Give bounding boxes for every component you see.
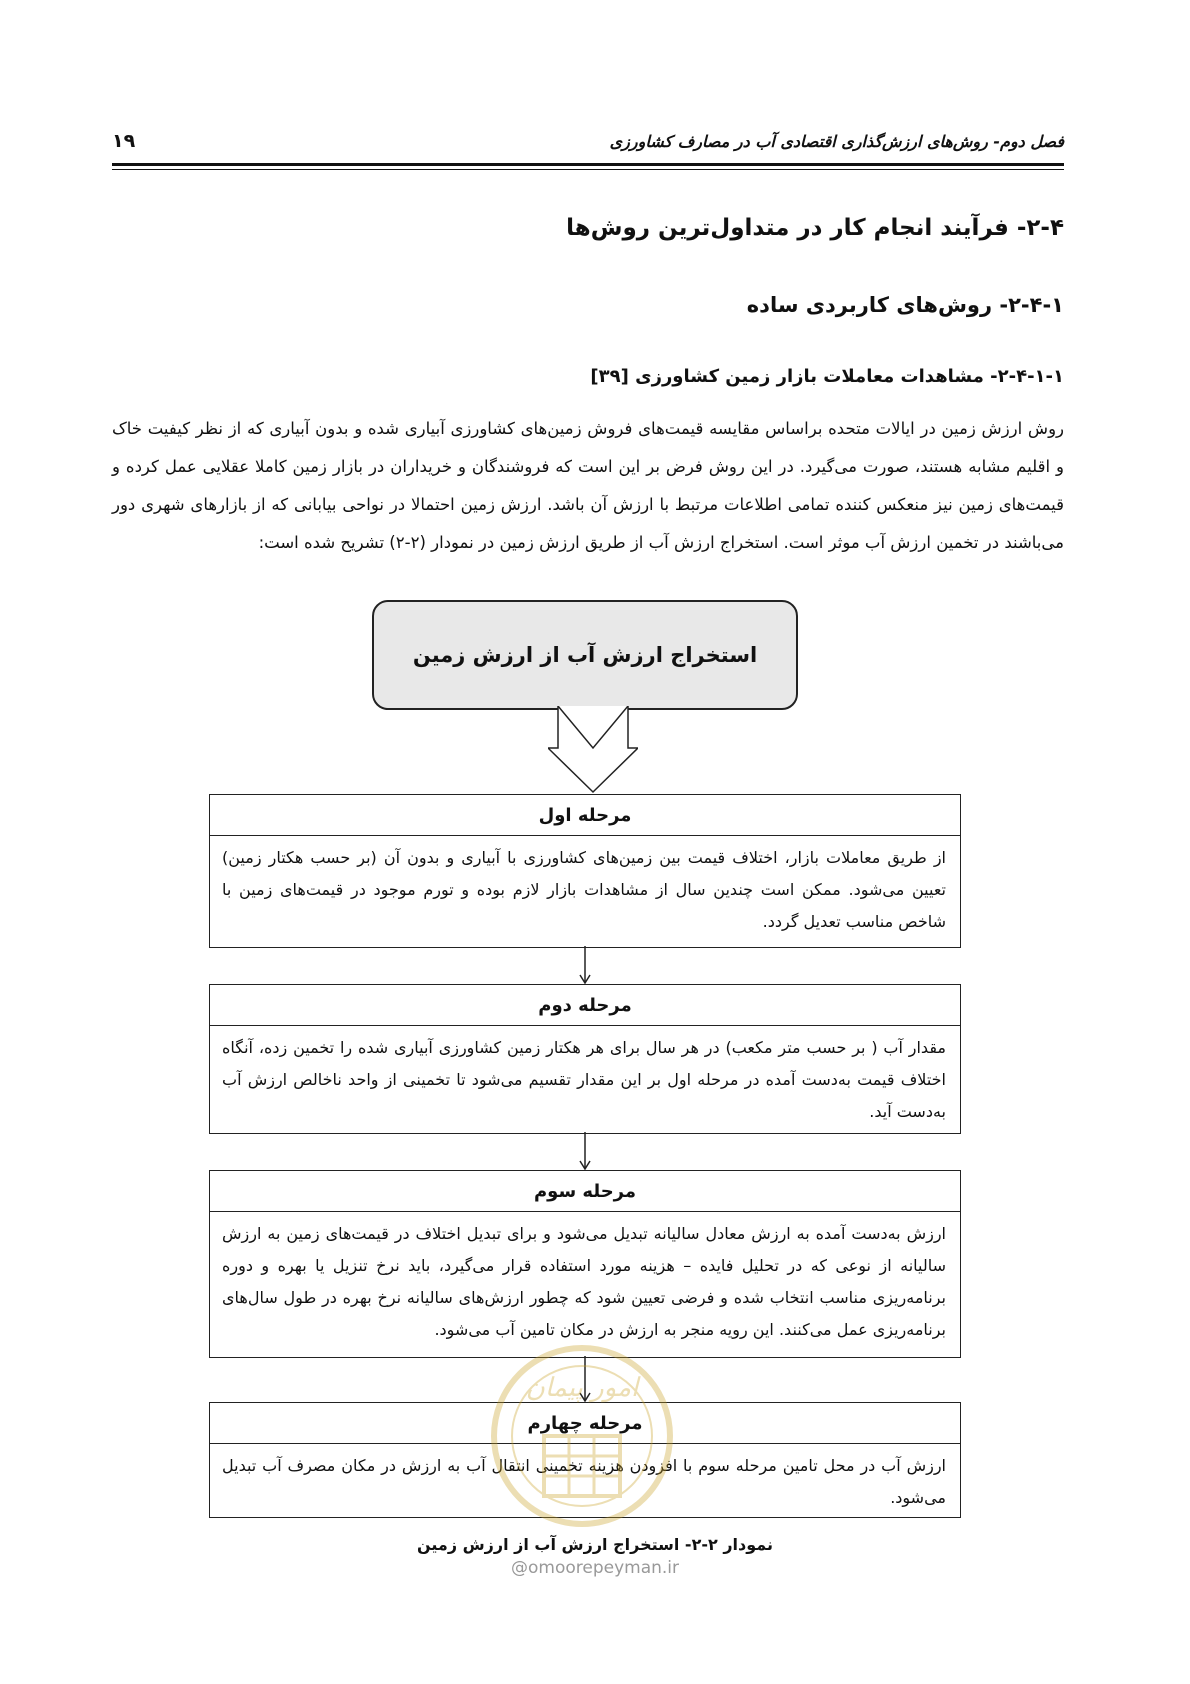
figure-caption: نمودار ۲-۲- استخراج ارزش آب از ارزش زمین bbox=[416, 1535, 773, 1554]
stage-label: مرحله سوم bbox=[210, 1171, 960, 1212]
stage-box-3 bbox=[209, 1170, 961, 1358]
stage-label: مرحله اول bbox=[210, 795, 960, 836]
header-rule bbox=[112, 163, 1064, 166]
section-heading: ۲-۴- فرآیند انجام کار در متداول‌ترین روش‌ها bbox=[566, 215, 1064, 241]
subsubsection-heading: ۲-۴-۱-۱- مشاهدات معاملات بازار زمین کشاورزی [۳۹] bbox=[590, 366, 1064, 387]
down-arrow-icon bbox=[548, 706, 638, 794]
body-paragraph: روش ارزش زمین در ایالات متحده براساس مقایسه قیمت‌های فروش زمین‌های کشاورزی آبیاری شده و بدون آبیاری که از نظر کیفیت خاک و اقلیم مشابه هستند، صورت می‌گیرد. در این روش فرض بر این است که فروشندگان و خریداران در بازار زمین کاملا عقلایی عمل کرده و قیمت‌های زمین نیز منعکس کننده تمامی اطلاعات مرتبط با ارزش آن باشد. ارزش زمین احتمالا در نواحی بیابانی که از بازارهای شهری دور می‌باشند در تخمین ارزش آب موثر است. استخراج ارزش آب از طریق ارزش زمین در نمودار (۲-۲) تشریح شده است: bbox=[112, 419, 1064, 552]
stage-box-1 bbox=[209, 794, 961, 948]
stage-text: از طریق معاملات بازار، اختلاف قیمت بین زمین‌های کشاورزی با آبیاری و بدون آن (بر حسب هکتار زمین) تعیین می‌شود. ممکن است چندین سال از مشاهدات بازار لازم بوده و تورم موجود در قیمت‌های زمین با شاخص مناسب تعدیل گردد. bbox=[222, 848, 946, 931]
stage-text: ارزش به‌دست آمده به ارزش معادل سالیانه تبدیل می‌شود و برای تبدیل اختلاف در قیمت‌های زمین به ارزش سالیانه از نوعی که در تحلیل فایده – هزینه مورد استفاده قرار می‌گیرد، باید نرخ تنزیل یا بهره و دوره برنامه‌ریزی مناسب انتخاب شده و فرضی تعیین شود که چطور ارزش‌های سالیانه نرخ بهره در طول سال‌های برنامه‌ریزی عمل می‌کنند. این رویه منجر به ارزش در مکان تامین آب می‌شود. bbox=[222, 1224, 946, 1339]
flowchart-title-box bbox=[372, 600, 798, 710]
stage-text: مقدار آب ( بر حسب متر مکعب) در هر سال برای هر هکتار زمین کشاورزی آبیاری شده را تخمین زده، آنگاه اختلاف قیمت به‌دست آمده در مرحله اول بر این مقدار تقسیم می‌شود تا تخمینی از واحد ناخالص ارزش آب به‌دست آید. bbox=[222, 1038, 946, 1121]
chapter-title: فصل دوم- روش‌های ارزش‌گذاری اقتصادی آب در مصارف کشاورزی bbox=[609, 132, 1064, 151]
header-rule-thin bbox=[112, 169, 1064, 170]
watermark-url: @omoorepeyman.ir bbox=[510, 1558, 680, 1578]
subsection-heading: ۲-۴-۱- روش‌های کاربردی ساده bbox=[746, 293, 1064, 317]
page-header bbox=[112, 132, 1064, 162]
stage-text: ارزش آب در محل تامین مرحله سوم با افزودن هزینه تخمینی انتقال آب به ارزش در مکان مصرف آب تبدیل می‌شود. bbox=[222, 1456, 946, 1507]
flowchart-title: استخراج ارزش آب از ارزش زمین bbox=[412, 643, 758, 667]
watermark-logo-icon bbox=[482, 1336, 682, 1546]
stage-label: مرحله دوم bbox=[210, 985, 960, 1026]
watermark-logo-text: امور پیمان bbox=[525, 1373, 639, 1403]
connector-arrow-icon bbox=[578, 946, 592, 984]
stage-label: مرحله چهارم bbox=[210, 1403, 960, 1444]
connector-arrow-icon bbox=[578, 1132, 592, 1170]
stage-box-2 bbox=[209, 984, 961, 1134]
page-number: ۱۹ bbox=[112, 130, 136, 152]
